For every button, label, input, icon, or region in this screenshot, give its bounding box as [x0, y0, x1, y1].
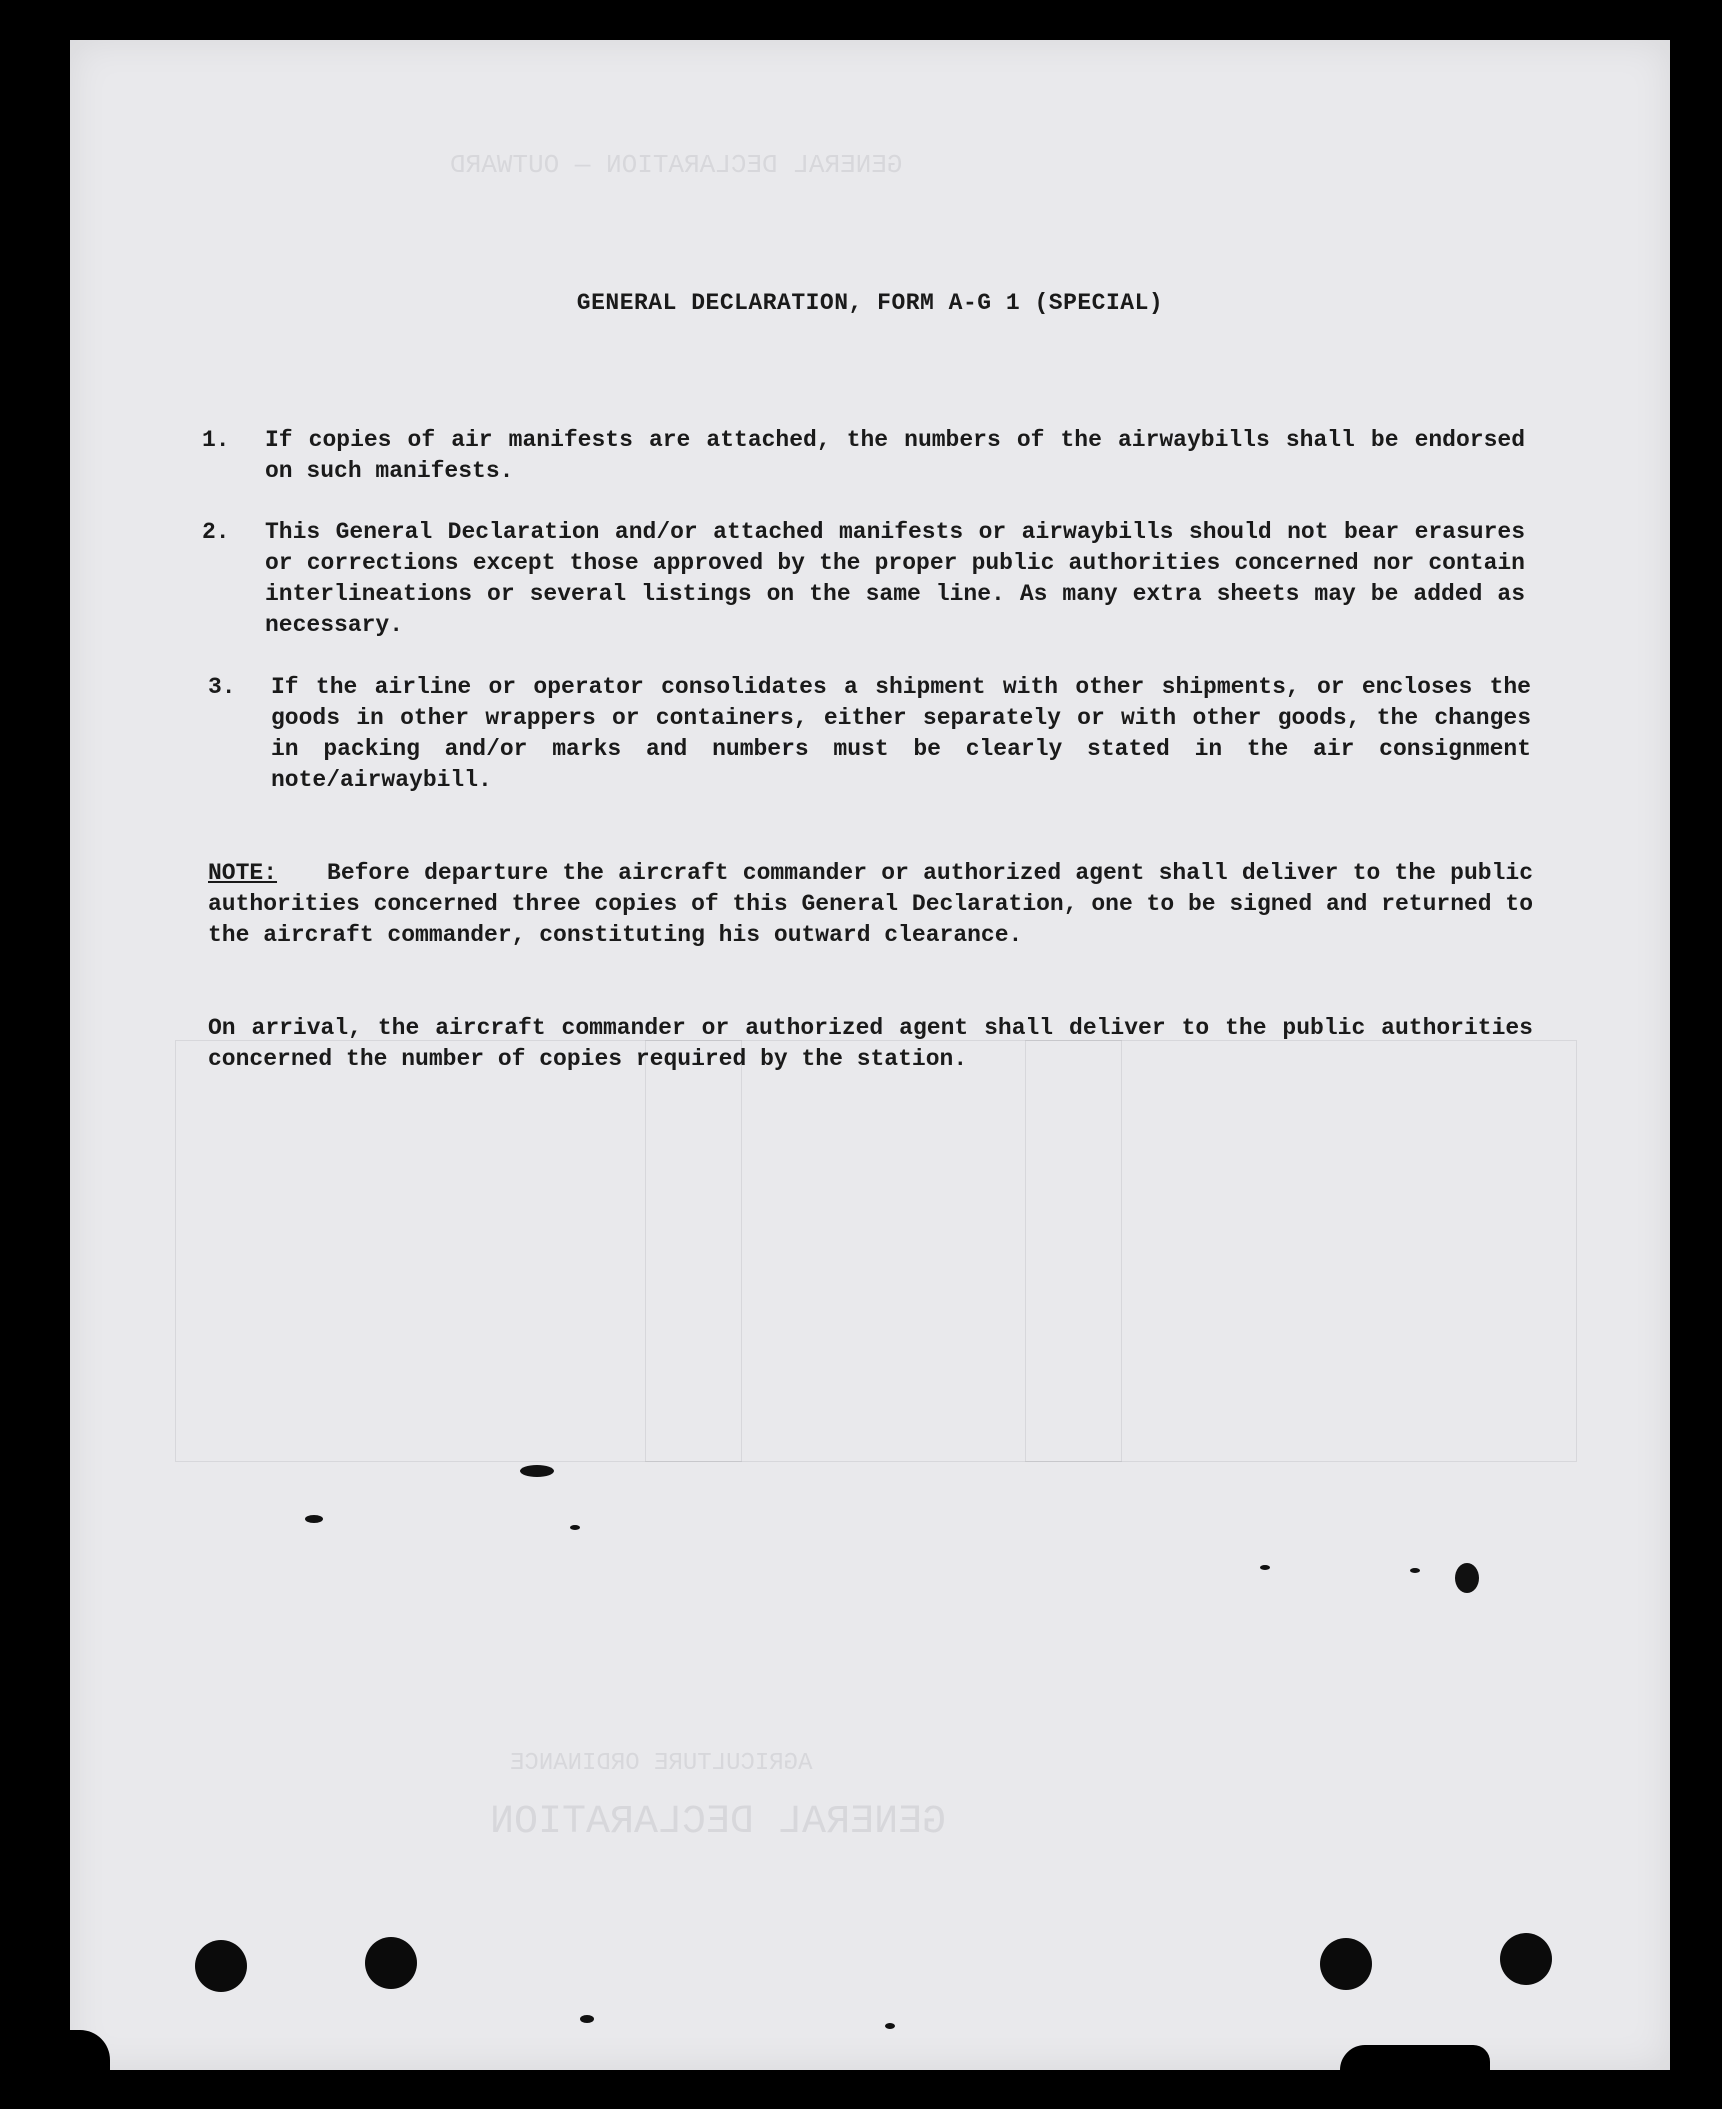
paper-sheet [70, 40, 1670, 2070]
bleed-through-text: GENERAL DECLARATION [490, 1800, 947, 1845]
list-item [202, 517, 1532, 643]
ink-speck [570, 1525, 580, 1530]
note-label: NOTE: [208, 860, 278, 886]
ink-speck [580, 2015, 594, 2023]
ink-speck [1455, 1563, 1479, 1593]
bleed-through-text: AGRICULTURE ORDINANCE [510, 1750, 813, 1777]
punch-hole [195, 1940, 247, 1992]
list-item-text: This General Declaration and/or attached manifests or airwaybills should not bear erasures or corrections except those approved by the proper public authorities concerned nor contain interlineations or several listings on the same line. As many extra sheets may be added as necessary. [265, 519, 1525, 638]
note-paragraph [208, 858, 1533, 951]
punch-hole [365, 1937, 417, 1989]
bleed-through-text: GENERAL DECLARATION — OUTWARD [450, 150, 903, 180]
list-item-number: 2. [202, 519, 230, 545]
torn-edge [1340, 2045, 1490, 2070]
ink-speck [885, 2023, 895, 2029]
document-body [70, 40, 1670, 2070]
note-text: Before departure the aircraft commander or authorized agent shall deliver to the public authorities concerned three copies of this General Declaration, one to be signed and returned to the aircraft commander, constituting his outward clearance. [208, 860, 1534, 948]
punch-hole [1320, 1938, 1372, 1990]
ink-speck [1260, 1565, 1270, 1570]
document-title: GENERAL DECLARATION, FORM A-G 1 (SPECIAL) [576, 290, 1164, 316]
ink-speck [520, 1465, 554, 1477]
ink-speck [1410, 1568, 1420, 1573]
list-item-number: 3. [208, 674, 236, 700]
list-item-number: 1. [202, 427, 230, 453]
list-item [208, 672, 1538, 798]
punch-hole [1500, 1933, 1552, 1985]
arrival-paragraph: On arrival, the aircraft commander or authorized agent shall deliver to the public authorities concerned the number of copies required by the station. [208, 1015, 1533, 1072]
list-item [202, 425, 1532, 489]
ink-speck [305, 1515, 323, 1523]
list-item-text: If the airline or operator consolidates a shipment with other shipments, or encloses the goods in other wrappers or containers, either separately or with other goods, the changes in packing and/or marks and numbers must be clearly stated in the air consignment note/airwaybill. [271, 674, 1531, 793]
list-item-text: If copies of air manifests are attached, the numbers of the airwaybills shall be endorsed on such manifests. [265, 427, 1525, 484]
